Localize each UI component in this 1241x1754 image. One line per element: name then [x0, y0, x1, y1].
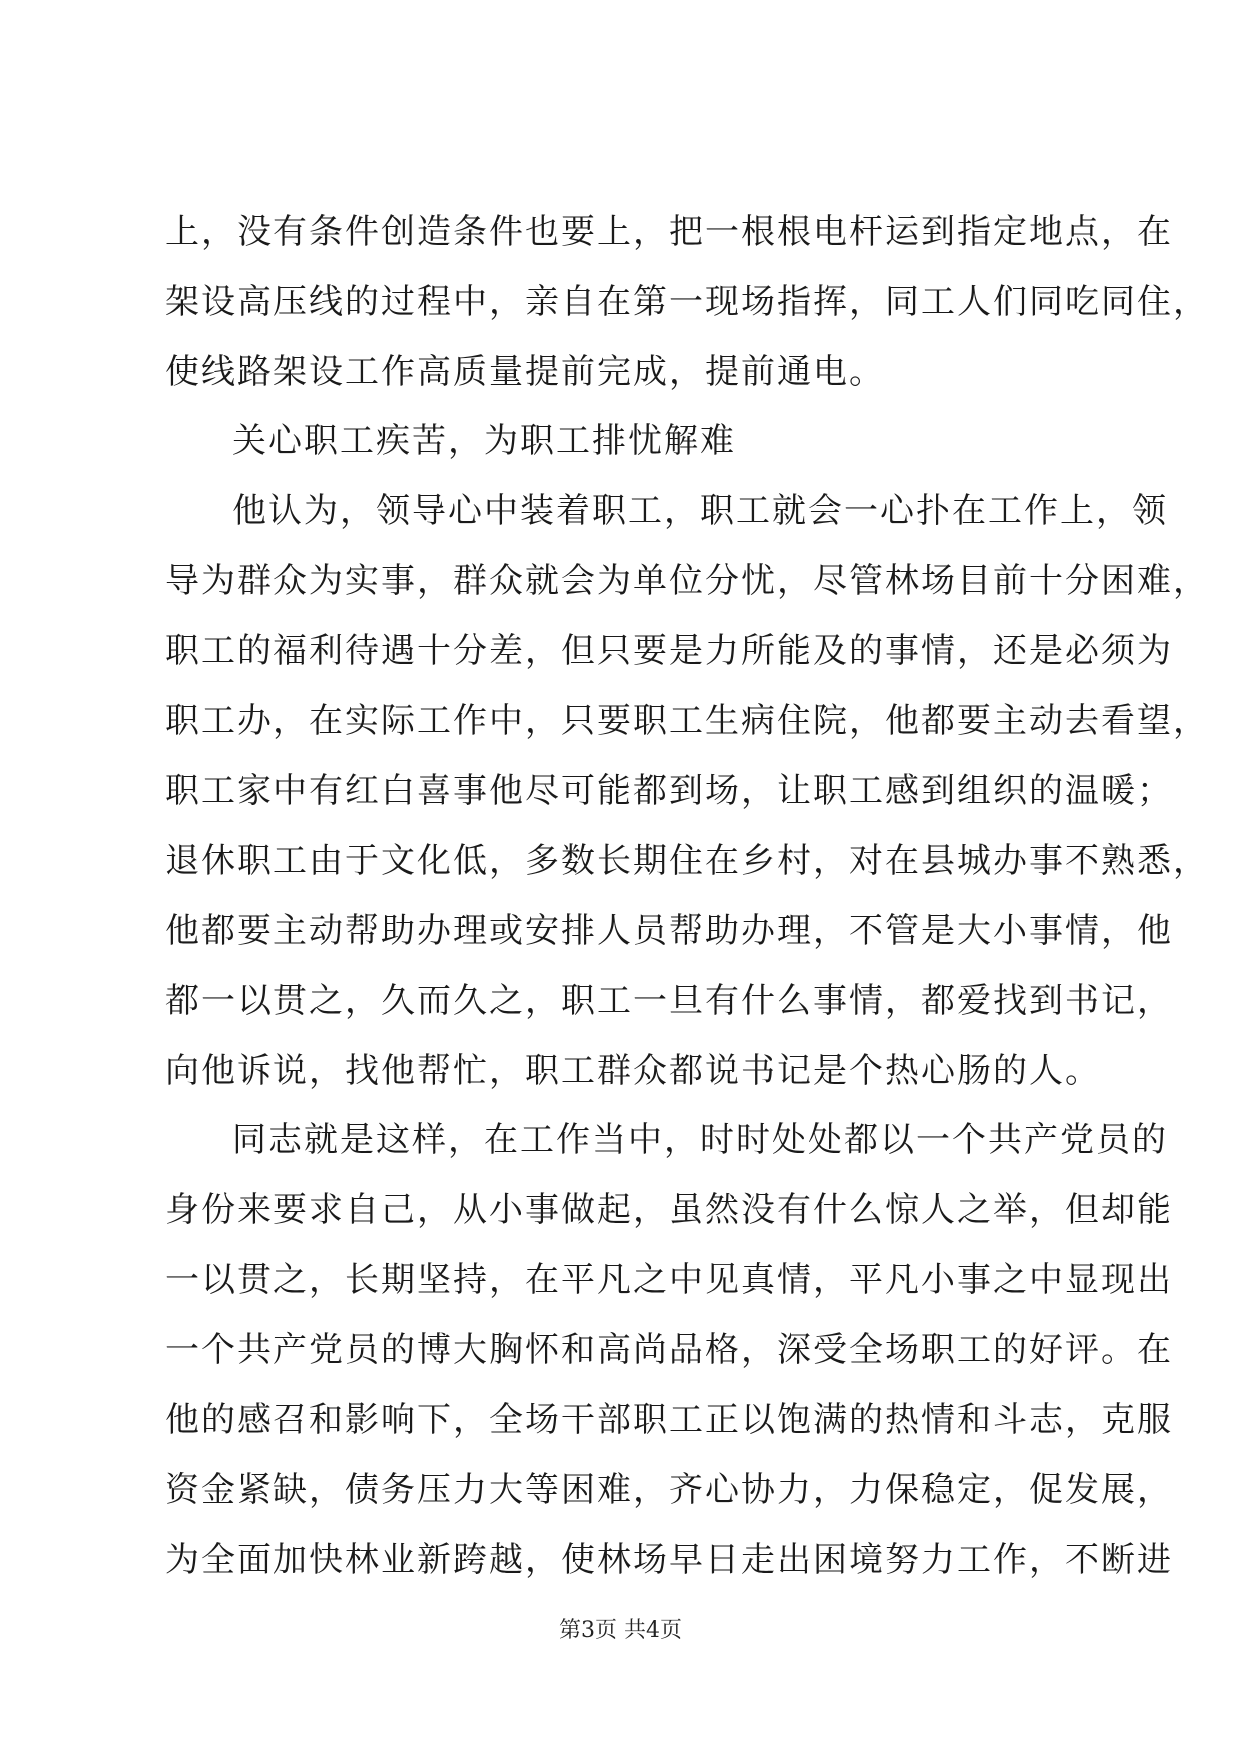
text-line: 向他诉说，找他帮忙，职工群众都说书记是个热心肠的人。	[165, 1051, 1101, 1091]
text-line: 身份来要求自己，从小事做起，虽然没有什么惊人之举，但却能	[165, 1190, 1173, 1230]
text-line: 一以贯之，长期坚持，在平凡之中见真情，平凡小事之中显现出	[165, 1260, 1173, 1300]
text-line: 都一以贯之，久而久之，职工一旦有什么事情，都爱找到书记，	[165, 981, 1173, 1021]
text-line: 架设高压线的过程中，亲自在第一现场指挥，同工人们同吃同住，	[165, 282, 1209, 322]
text-line: 为全面加快林业新跨越，使林场早日走出困境努力工作，不断进	[165, 1540, 1173, 1580]
text-line: 职工办，在实际工作中，只要职工生病住院，他都要主动去看望，	[165, 701, 1209, 741]
text-line: 同志就是这样，在工作当中，时时处处都以一个共产党员的	[232, 1120, 1168, 1160]
text-line: 职工的福利待遇十分差，但只要是力所能及的事情，还是必须为	[165, 631, 1173, 671]
text-line: 职工家中有红白喜事他尽可能都到场，让职工感到组织的温暖；	[165, 771, 1173, 811]
text-line: 上，没有条件创造条件也要上，把一根根电杆运到指定地点，在	[165, 212, 1173, 252]
text-line: 使线路架设工作高质量提前完成，提前通电。	[165, 352, 885, 392]
text-line: 一个共产党员的博大胸怀和高尚品格，深受全场职工的好评。在	[165, 1330, 1173, 1370]
text-line: 他的感召和影响下，全场干部职工正以饱满的热情和斗志，克服	[165, 1400, 1173, 1440]
section-heading: 关心职工疾苦，为职工排忧解难	[232, 421, 736, 461]
text-line: 退休职工由于文化低，多数长期住在乡村，对在县城办事不熟悉，	[165, 841, 1209, 881]
text-line: 他认为，领导心中装着职工，职工就会一心扑在工作上，领	[232, 491, 1168, 531]
text-line: 他都要主动帮助办理或安排人员帮助办理，不管是大小事情，他	[165, 911, 1173, 951]
text-line: 导为群众为实事，群众就会为单位分忧，尽管林场目前十分困难，	[165, 561, 1209, 601]
text-line: 资金紧缺，债务压力大等困难，齐心协力，力保稳定，促发展，	[165, 1470, 1173, 1510]
page-number-footer: 第3页 共4页	[559, 1618, 682, 1643]
